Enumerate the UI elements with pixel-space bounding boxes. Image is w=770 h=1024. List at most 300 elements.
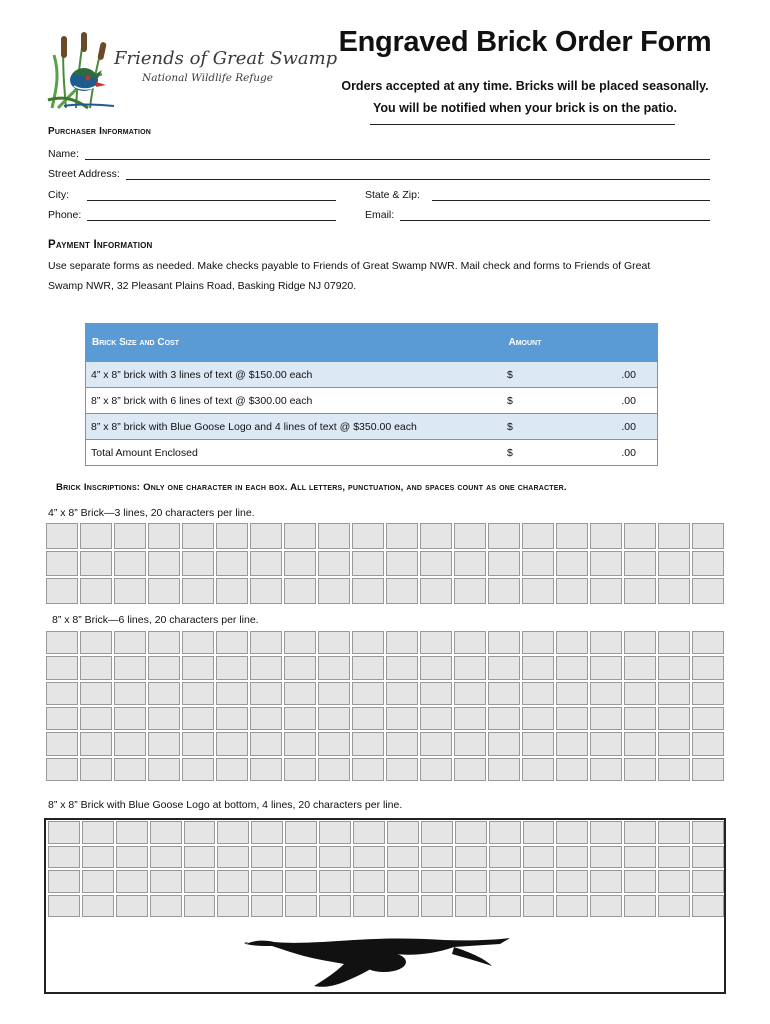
inscription-cell[interactable]: [150, 870, 182, 893]
inscription-cell[interactable]: [624, 682, 656, 705]
inscription-cell[interactable]: [386, 523, 418, 549]
inscription-cell[interactable]: [148, 523, 180, 549]
inscription-cell[interactable]: [148, 551, 180, 577]
inscription-cell[interactable]: [386, 758, 418, 781]
inscription-cell[interactable]: [148, 578, 180, 604]
row-item: 8” x 8” brick with Blue Goose Logo and 4 lines of text @ $350.00 each: [86, 414, 503, 440]
inscription-cell[interactable]: [217, 870, 249, 893]
inscription-cell[interactable]: [148, 732, 180, 755]
inscription-cell[interactable]: [251, 846, 283, 869]
inscription-cell[interactable]: [658, 895, 690, 918]
inscription-cell[interactable]: [489, 821, 521, 844]
amount-currency: $: [507, 420, 513, 433]
inscription-cell[interactable]: [116, 895, 148, 918]
inscription-cell[interactable]: [522, 523, 554, 549]
inscription-cell[interactable]: [82, 870, 114, 893]
inscription-grid-goose: [48, 821, 724, 917]
inscription-cell[interactable]: [46, 682, 78, 705]
friends-logo: [44, 30, 338, 110]
inscription-cell[interactable]: [624, 578, 656, 604]
inscription-cell[interactable]: [48, 846, 80, 869]
inscription-cell[interactable]: [692, 870, 724, 893]
inscription-cell[interactable]: [692, 551, 724, 577]
goose-silhouette-icon: [244, 932, 514, 990]
inscription-cell[interactable]: [556, 551, 588, 577]
inscription-cell[interactable]: [352, 732, 384, 755]
inscription-cell[interactable]: [352, 758, 384, 781]
inscription-cell[interactable]: [182, 631, 214, 654]
inscription-cell[interactable]: [624, 551, 656, 577]
inscription-cell[interactable]: [624, 758, 656, 781]
inscription-cell[interactable]: [658, 870, 690, 893]
inscription-cell[interactable]: [420, 707, 452, 730]
inscription-cell[interactable]: [46, 631, 78, 654]
inscription-cell[interactable]: [556, 758, 588, 781]
inscription-cell[interactable]: [148, 631, 180, 654]
inscription-cell[interactable]: [692, 732, 724, 755]
inscription-cell[interactable]: [489, 846, 521, 869]
inscription-cell[interactable]: [114, 523, 146, 549]
inscription-cell[interactable]: [114, 631, 146, 654]
inscription-cell[interactable]: [80, 578, 112, 604]
column-header-brick: Brick Size and Cost: [86, 324, 503, 362]
inscription-cell[interactable]: [284, 707, 316, 730]
inscription-cell[interactable]: [284, 631, 316, 654]
inscription-cell[interactable]: [489, 870, 521, 893]
inscription-cell[interactable]: [80, 656, 112, 679]
inscription-cell[interactable]: [386, 551, 418, 577]
inscription-grid-4x8: [46, 523, 724, 604]
inscription-cell[interactable]: [523, 870, 555, 893]
inscription-cell[interactable]: [82, 895, 114, 918]
inscription-cell[interactable]: [284, 732, 316, 755]
inscription-cell[interactable]: [624, 895, 656, 918]
inscription-cell[interactable]: [386, 578, 418, 604]
inscription-cell[interactable]: [590, 523, 622, 549]
logo-line1: Friends of Great Swamp: [114, 48, 338, 69]
inscription-cell[interactable]: [692, 523, 724, 549]
inscription-cell[interactable]: [217, 821, 249, 844]
inscription-cell[interactable]: [46, 707, 78, 730]
inscription-cell[interactable]: [353, 821, 385, 844]
inscription-cell[interactable]: [352, 631, 384, 654]
inscription-cell[interactable]: [522, 682, 554, 705]
inscription-cell[interactable]: [250, 758, 282, 781]
inscriptions-heading: Brick Inscriptions: Only one character in each box. All letters, punctuation, and spaces count as one character.: [56, 482, 567, 493]
inscription-cell[interactable]: [386, 707, 418, 730]
inscription-cell[interactable]: [420, 758, 452, 781]
inscription-cell[interactable]: [692, 846, 724, 869]
inscription-cell[interactable]: [352, 682, 384, 705]
state-zip-field[interactable]: [365, 189, 710, 201]
inscription-cell[interactable]: [114, 578, 146, 604]
inscription-cell[interactable]: [250, 682, 282, 705]
inscription-cell[interactable]: [522, 707, 554, 730]
inscription-cell[interactable]: [590, 895, 622, 918]
inscription-cell[interactable]: [250, 551, 282, 577]
inscription-cell[interactable]: [80, 732, 112, 755]
inscription-cell[interactable]: [116, 821, 148, 844]
inscription-cell[interactable]: [319, 846, 351, 869]
inscription-cell[interactable]: [692, 821, 724, 844]
inscription-cell[interactable]: [114, 682, 146, 705]
inscription-cell[interactable]: [116, 870, 148, 893]
inscription-cell[interactable]: [590, 551, 622, 577]
inscription-cell[interactable]: [590, 732, 622, 755]
inscription-cell[interactable]: [556, 870, 588, 893]
inscription-cell[interactable]: [251, 870, 283, 893]
inscription-cell[interactable]: [216, 551, 248, 577]
inscription-cell[interactable]: [692, 707, 724, 730]
inscription-cell[interactable]: [590, 707, 622, 730]
inscription-cell[interactable]: [217, 846, 249, 869]
inscription-cell[interactable]: [319, 895, 351, 918]
inscription-cell[interactable]: [454, 656, 486, 679]
inscription-cell[interactable]: [590, 631, 622, 654]
inscription-cell[interactable]: [454, 707, 486, 730]
inscription-cell[interactable]: [420, 523, 452, 549]
inscription-cell[interactable]: [352, 523, 384, 549]
inscription-cell[interactable]: [352, 707, 384, 730]
cost-table: [85, 323, 658, 466]
email-input[interactable]: [400, 212, 710, 221]
inscription-cell[interactable]: [82, 821, 114, 844]
inscription-cell[interactable]: [624, 870, 656, 893]
inscription-cell[interactable]: [421, 821, 453, 844]
inscription-cell[interactable]: [182, 551, 214, 577]
inscription-cell[interactable]: [284, 682, 316, 705]
inscription-cell[interactable]: [522, 631, 554, 654]
inscription-cell[interactable]: [556, 631, 588, 654]
inscription-cell[interactable]: [352, 656, 384, 679]
city-input[interactable]: [87, 192, 336, 201]
email-field[interactable]: [365, 209, 710, 221]
inscription-cell[interactable]: [285, 895, 317, 918]
amount-field[interactable]: [502, 362, 658, 388]
inscription-cell[interactable]: [216, 758, 248, 781]
inscription-cell[interactable]: [80, 758, 112, 781]
inscription-cell[interactable]: [148, 656, 180, 679]
inscription-cell[interactable]: [80, 707, 112, 730]
inscription-cell[interactable]: [658, 578, 690, 604]
inscription-cell[interactable]: [556, 523, 588, 549]
inscription-cell[interactable]: [556, 895, 588, 918]
inscription-cell[interactable]: [318, 656, 350, 679]
street-label: Street Address:: [48, 168, 120, 180]
inscription-cell[interactable]: [556, 707, 588, 730]
inscription-cell[interactable]: [658, 682, 690, 705]
inscription-cell[interactable]: [387, 895, 419, 918]
inscription-cell[interactable]: [590, 578, 622, 604]
street-input[interactable]: [126, 171, 710, 180]
inscription-cell[interactable]: [624, 821, 656, 844]
inscription-cell[interactable]: [421, 846, 453, 869]
city-field[interactable]: [48, 189, 336, 201]
inscription-cell[interactable]: [658, 732, 690, 755]
amount-cents: .00: [621, 420, 636, 433]
inscription-cell[interactable]: [353, 870, 385, 893]
inscription-cell[interactable]: [488, 631, 520, 654]
inscription-cell[interactable]: [488, 682, 520, 705]
inscription-cell[interactable]: [522, 578, 554, 604]
inscription-cell[interactable]: [182, 707, 214, 730]
amount-field[interactable]: [502, 388, 658, 414]
amount-field[interactable]: [502, 440, 658, 466]
inscription-cell[interactable]: [284, 551, 316, 577]
inscription-cell[interactable]: [114, 656, 146, 679]
inscription-cell[interactable]: [284, 656, 316, 679]
inscription-cell[interactable]: [692, 895, 724, 918]
inscription-cell[interactable]: [523, 846, 555, 869]
inscription-cell[interactable]: [658, 821, 690, 844]
inscription-cell[interactable]: [454, 732, 486, 755]
grid-label-8x8: 8” x 8” Brick—6 lines, 20 characters per line.: [52, 614, 259, 626]
inscription-cell[interactable]: [48, 870, 80, 893]
inscription-cell[interactable]: [184, 870, 216, 893]
inscription-cell[interactable]: [455, 895, 487, 918]
inscription-cell[interactable]: [150, 895, 182, 918]
inscription-cell[interactable]: [488, 758, 520, 781]
inscription-cell[interactable]: [590, 758, 622, 781]
inscription-cell[interactable]: [386, 656, 418, 679]
inscription-cell[interactable]: [216, 578, 248, 604]
inscription-cell[interactable]: [624, 707, 656, 730]
inscription-cell[interactable]: [386, 682, 418, 705]
inscription-cell[interactable]: [250, 707, 282, 730]
inscription-cell[interactable]: [455, 870, 487, 893]
street-field[interactable]: [48, 168, 710, 180]
inscription-cell[interactable]: [285, 821, 317, 844]
name-field[interactable]: [48, 148, 710, 160]
inscription-cell[interactable]: [284, 578, 316, 604]
amount-currency: $: [507, 368, 513, 381]
inscription-cell[interactable]: [46, 656, 78, 679]
inscription-cell[interactable]: [590, 656, 622, 679]
inscription-cell[interactable]: [46, 578, 78, 604]
inscription-cell[interactable]: [590, 870, 622, 893]
payment-heading: Payment Information: [48, 239, 153, 251]
inscription-cell[interactable]: [556, 732, 588, 755]
inscription-cell[interactable]: [80, 551, 112, 577]
inscription-cell[interactable]: [318, 682, 350, 705]
inscription-cell[interactable]: [420, 656, 452, 679]
inscription-cell[interactable]: [387, 846, 419, 869]
inscription-cell[interactable]: [150, 846, 182, 869]
inscription-cell[interactable]: [624, 732, 656, 755]
inscription-cell[interactable]: [421, 895, 453, 918]
inscription-cell[interactable]: [114, 707, 146, 730]
inscription-cell[interactable]: [318, 551, 350, 577]
inscription-cell[interactable]: [216, 656, 248, 679]
inscription-cell[interactable]: [284, 523, 316, 549]
inscription-cell[interactable]: [692, 682, 724, 705]
table-row: [86, 440, 658, 466]
inscription-cell[interactable]: [353, 846, 385, 869]
column-header-amount: Amount: [502, 324, 658, 362]
city-label: City:: [48, 189, 69, 201]
inscription-cell[interactable]: [386, 732, 418, 755]
inscription-cell[interactable]: [454, 682, 486, 705]
inscription-cell[interactable]: [454, 551, 486, 577]
inscription-cell[interactable]: [285, 846, 317, 869]
inscription-cell[interactable]: [285, 870, 317, 893]
inscription-cell[interactable]: [319, 870, 351, 893]
inscription-cell[interactable]: [590, 682, 622, 705]
table-row: [86, 362, 658, 388]
inscription-cell[interactable]: [421, 870, 453, 893]
inscription-cell[interactable]: [352, 578, 384, 604]
inscription-cell[interactable]: [318, 631, 350, 654]
inscription-cell[interactable]: [692, 656, 724, 679]
inscription-cell[interactable]: [80, 682, 112, 705]
inscription-cell[interactable]: [318, 732, 350, 755]
inscription-cell[interactable]: [454, 758, 486, 781]
inscription-cell[interactable]: [284, 758, 316, 781]
inscription-cell[interactable]: [318, 758, 350, 781]
inscription-cell[interactable]: [658, 846, 690, 869]
inscription-cell[interactable]: [318, 578, 350, 604]
inscription-cell[interactable]: [46, 523, 78, 549]
inscription-cell[interactable]: [182, 656, 214, 679]
inscription-cell[interactable]: [692, 578, 724, 604]
inscription-cell[interactable]: [556, 682, 588, 705]
inscription-cell[interactable]: [148, 707, 180, 730]
inscription-cell[interactable]: [420, 631, 452, 654]
inscription-cell[interactable]: [556, 846, 588, 869]
inscription-cell[interactable]: [216, 732, 248, 755]
inscription-cell[interactable]: [658, 523, 690, 549]
inscription-cell[interactable]: [48, 821, 80, 844]
inscription-cell[interactable]: [420, 732, 452, 755]
inscription-cell[interactable]: [114, 758, 146, 781]
inscription-cell[interactable]: [522, 551, 554, 577]
inscription-cell[interactable]: [454, 578, 486, 604]
inscription-cell[interactable]: [420, 578, 452, 604]
inscription-cell[interactable]: [455, 821, 487, 844]
inscription-cell[interactable]: [184, 895, 216, 918]
inscription-cell[interactable]: [522, 758, 554, 781]
inscription-cell[interactable]: [488, 732, 520, 755]
inscription-cell[interactable]: [353, 895, 385, 918]
inscription-cell[interactable]: [420, 551, 452, 577]
inscription-cell[interactable]: [80, 523, 112, 549]
inscription-cell[interactable]: [48, 895, 80, 918]
inscription-cell[interactable]: [114, 551, 146, 577]
inscription-cell[interactable]: [658, 631, 690, 654]
amount-cents: .00: [621, 368, 636, 381]
inscription-cell[interactable]: [184, 821, 216, 844]
inscription-cell[interactable]: [251, 895, 283, 918]
inscription-cell[interactable]: [488, 656, 520, 679]
inscription-cell[interactable]: [455, 846, 487, 869]
inscription-cell[interactable]: [556, 821, 588, 844]
inscription-cell[interactable]: [182, 578, 214, 604]
inscription-cell[interactable]: [488, 707, 520, 730]
inscription-cell[interactable]: [216, 631, 248, 654]
state-zip-input[interactable]: [432, 192, 710, 201]
inscription-cell[interactable]: [114, 732, 146, 755]
row-item: 4” x 8” brick with 3 lines of text @ $150.00 each: [86, 362, 503, 388]
inscription-cell[interactable]: [387, 821, 419, 844]
inscription-cell[interactable]: [489, 895, 521, 918]
inscription-cell[interactable]: [182, 732, 214, 755]
inscription-cell[interactable]: [46, 758, 78, 781]
inscription-cell[interactable]: [454, 631, 486, 654]
wood-duck-reeds-icon: [44, 30, 294, 110]
inscription-cell[interactable]: [556, 656, 588, 679]
inscription-cell[interactable]: [182, 682, 214, 705]
inscription-cell[interactable]: [250, 523, 282, 549]
inscription-cell[interactable]: [216, 707, 248, 730]
inscription-cell[interactable]: [488, 551, 520, 577]
inscription-cell[interactable]: [184, 846, 216, 869]
inscription-cell[interactable]: [250, 656, 282, 679]
inscription-cell[interactable]: [658, 707, 690, 730]
inscription-cell[interactable]: [590, 821, 622, 844]
inscription-cell[interactable]: [624, 631, 656, 654]
inscription-cell[interactable]: [624, 846, 656, 869]
inscription-cell[interactable]: [148, 758, 180, 781]
inscription-cell[interactable]: [454, 523, 486, 549]
inscription-cell[interactable]: [556, 578, 588, 604]
inscription-cell[interactable]: [82, 846, 114, 869]
inscription-cell[interactable]: [352, 551, 384, 577]
amount-currency: $: [507, 446, 513, 459]
inscription-cell[interactable]: [250, 578, 282, 604]
inscription-cell[interactable]: [420, 682, 452, 705]
inscription-cell[interactable]: [46, 732, 78, 755]
inscription-cell[interactable]: [319, 821, 351, 844]
inscription-cell[interactable]: [624, 523, 656, 549]
inscription-cell[interactable]: [318, 707, 350, 730]
inscription-cell[interactable]: [46, 551, 78, 577]
inscription-cell[interactable]: [217, 895, 249, 918]
inscription-cell[interactable]: [182, 523, 214, 549]
inscription-cell[interactable]: [318, 523, 350, 549]
inscription-cell[interactable]: [216, 682, 248, 705]
inscription-cell[interactable]: [658, 758, 690, 781]
name-input[interactable]: [85, 151, 710, 160]
inscription-cell[interactable]: [387, 870, 419, 893]
inscription-cell[interactable]: [523, 821, 555, 844]
inscription-cell[interactable]: [251, 821, 283, 844]
inscription-cell[interactable]: [692, 631, 724, 654]
inscription-cell[interactable]: [692, 758, 724, 781]
inscription-cell[interactable]: [590, 846, 622, 869]
inscription-cell[interactable]: [658, 656, 690, 679]
inscription-cell[interactable]: [522, 732, 554, 755]
inscription-cell[interactable]: [488, 578, 520, 604]
inscription-cell[interactable]: [148, 682, 180, 705]
inscription-cell[interactable]: [488, 523, 520, 549]
phone-input[interactable]: [87, 212, 336, 221]
inscription-cell[interactable]: [80, 631, 112, 654]
table-row: [86, 414, 658, 440]
inscription-cell[interactable]: [523, 895, 555, 918]
inscription-cell[interactable]: [182, 758, 214, 781]
inscription-cell[interactable]: [150, 821, 182, 844]
inscription-cell[interactable]: [250, 631, 282, 654]
inscription-cell[interactable]: [216, 523, 248, 549]
phone-field[interactable]: [48, 209, 336, 221]
amount-field[interactable]: [502, 414, 658, 440]
inscription-cell[interactable]: [250, 732, 282, 755]
inscription-cell[interactable]: [624, 656, 656, 679]
inscription-cell[interactable]: [522, 656, 554, 679]
inscription-cell[interactable]: [386, 631, 418, 654]
inscription-cell[interactable]: [116, 846, 148, 869]
inscription-cell[interactable]: [658, 551, 690, 577]
